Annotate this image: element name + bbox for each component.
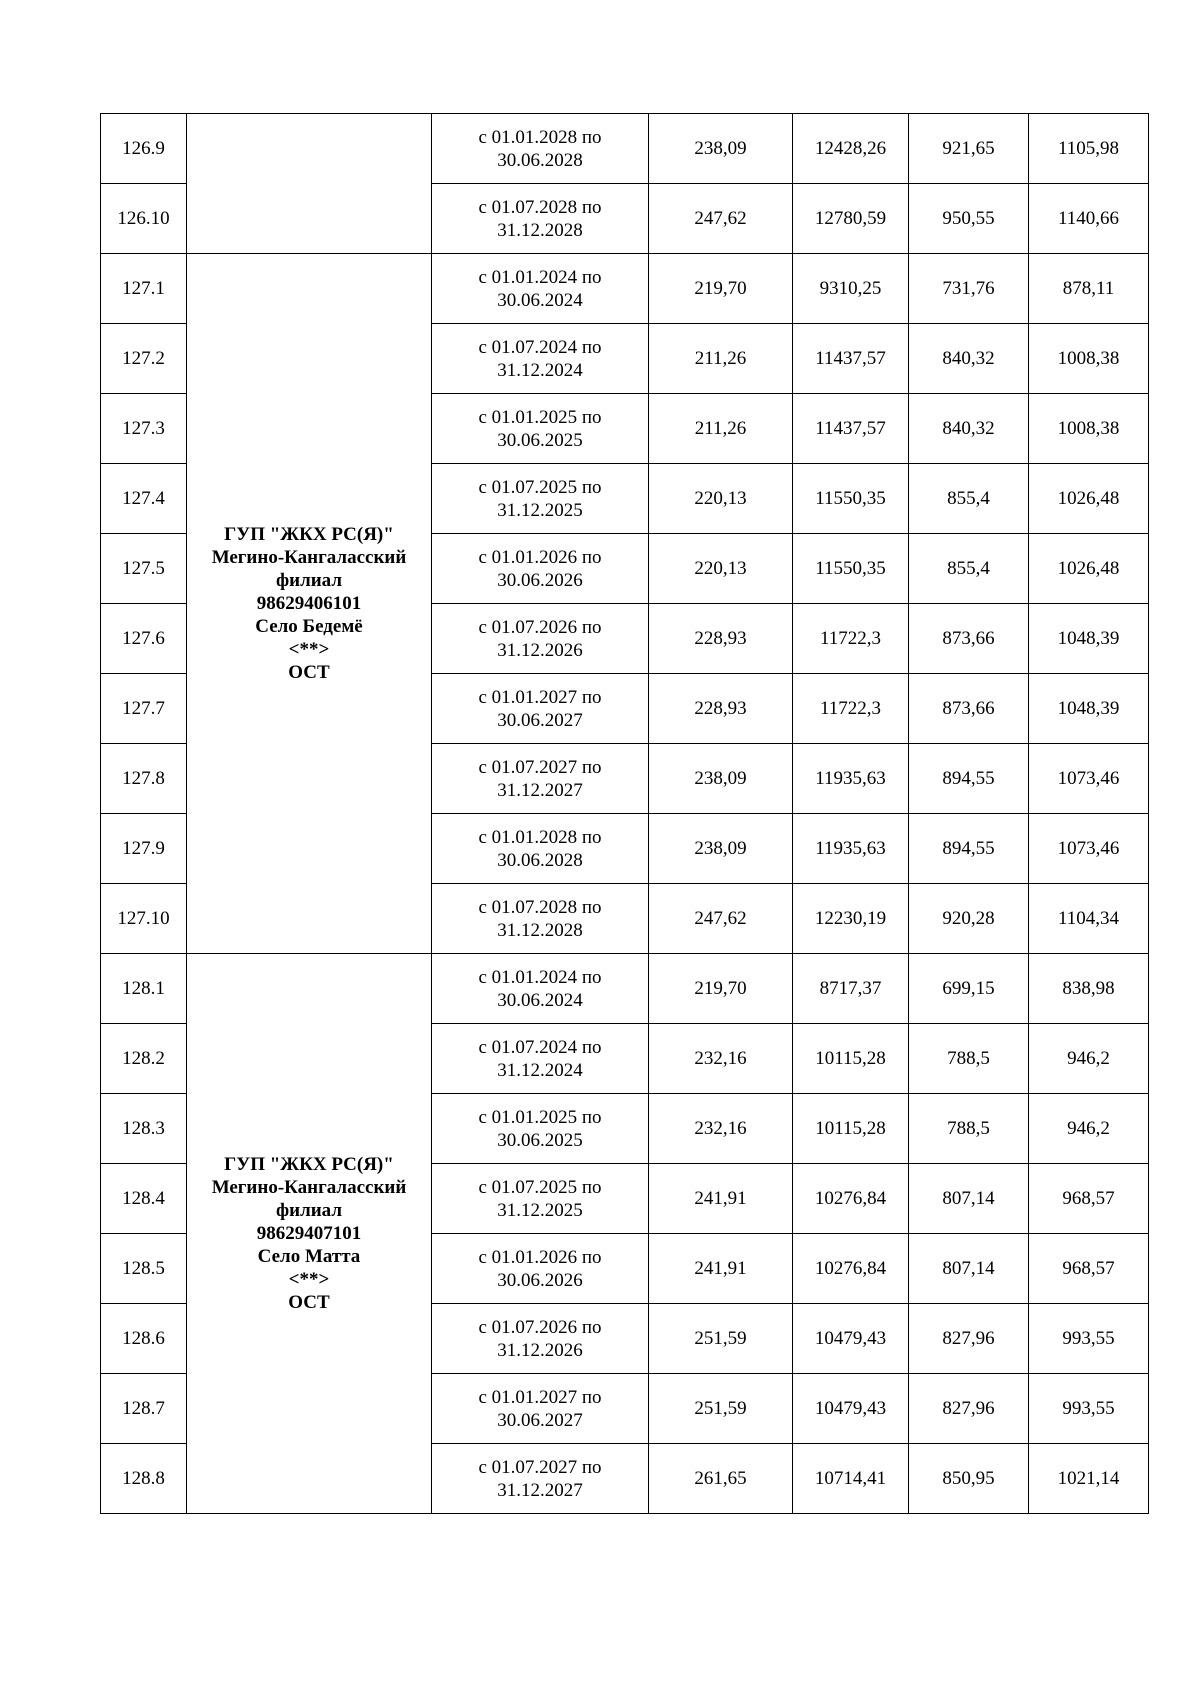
value-cell-3: 894,55 [909,744,1029,814]
row-number-cell: 128.1 [101,954,187,1024]
period-line: 31.12.2025 [497,499,583,521]
value-cell-1: 232,16 [649,1024,793,1094]
row-number-cell: 127.1 [101,254,187,324]
value-cell-3: 850,95 [909,1444,1029,1514]
value-cell-4: 1026,48 [1029,534,1149,604]
period-cell [432,1234,649,1304]
value-cell-4: 993,55 [1029,1374,1149,1444]
value-cell-3: 807,14 [909,1234,1029,1304]
row-number-cell: 128.6 [101,1304,187,1374]
value-cell-1: 211,26 [649,394,793,464]
value-cell-4: 1048,39 [1029,674,1149,744]
row-number-cell: 128.3 [101,1094,187,1164]
value-cell-1: 251,59 [649,1304,793,1374]
value-cell-1: 241,91 [649,1164,793,1234]
value-cell-2: 10115,28 [793,1024,909,1094]
period-cell [432,324,649,394]
period-line: с 01.01.2025 по [478,406,602,428]
period-line: 30.06.2027 [497,1409,583,1431]
period-line: 30.06.2028 [497,149,583,171]
value-cell-1: 238,09 [649,814,793,884]
period-cell [432,184,649,254]
value-cell-3: 788,5 [909,1024,1029,1094]
organization-cell [187,114,432,254]
value-cell-2: 11437,57 [793,394,909,464]
organization-line: Село Бедемё [255,616,363,637]
value-cell-1: 232,16 [649,1094,793,1164]
row-number-cell: 128.4 [101,1164,187,1234]
value-cell-1: 228,93 [649,674,793,744]
value-cell-1: 238,09 [649,744,793,814]
tariff-table [100,113,1149,1514]
period-line: 31.12.2025 [497,1199,583,1221]
value-cell-2: 10479,43 [793,1374,909,1444]
value-cell-3: 920,28 [909,884,1029,954]
value-cell-4: 878,11 [1029,254,1149,324]
period-line: с 01.07.2025 по [478,476,602,498]
table-body [101,114,1149,1514]
period-cell [432,674,649,744]
period-line: 30.06.2025 [497,429,583,451]
period-line: 31.12.2026 [497,639,583,661]
value-cell-4: 1073,46 [1029,814,1149,884]
row-number-cell: 127.6 [101,604,187,674]
period-cell [432,534,649,604]
period-line: с 01.01.2024 по [478,966,602,988]
period-line: с 01.01.2025 по [478,1106,602,1128]
period-cell [432,744,649,814]
value-cell-2: 11935,63 [793,814,909,884]
organization-line: 98629407101 [256,1223,362,1244]
value-cell-2: 11722,3 [793,674,909,744]
value-cell-3: 807,14 [909,1164,1029,1234]
period-line: с 01.07.2028 по [478,896,602,918]
period-line: с 01.07.2026 по [478,1316,602,1338]
value-cell-2: 11935,63 [793,744,909,814]
period-line: с 01.01.2027 по [478,1386,602,1408]
value-cell-1: 220,13 [649,534,793,604]
value-cell-3: 731,76 [909,254,1029,324]
row-number-cell: 127.10 [101,884,187,954]
row-number-cell: 128.7 [101,1374,187,1444]
period-cell [432,464,649,534]
value-cell-3: 788,5 [909,1094,1029,1164]
period-line: 31.12.2026 [497,1339,583,1361]
value-cell-1: 220,13 [649,464,793,534]
row-number-cell: 127.5 [101,534,187,604]
value-cell-1: 219,70 [649,254,793,324]
value-cell-4: 1104,34 [1029,884,1149,954]
value-cell-2: 12230,19 [793,884,909,954]
period-line: 30.06.2024 [497,989,583,1011]
period-cell [432,1024,649,1094]
period-line: с 01.07.2024 по [478,336,602,358]
organization-line: 98629406101 [256,593,362,614]
value-cell-4: 1008,38 [1029,394,1149,464]
period-cell [432,954,649,1024]
period-line: с 01.01.2026 по [478,1246,602,1268]
row-number-cell: 128.2 [101,1024,187,1094]
value-cell-2: 10276,84 [793,1234,909,1304]
organization-line: ГУП "ЖКХ РС(Я)" [224,524,394,545]
value-cell-1: 228,93 [649,604,793,674]
organization-line: ОСТ [288,1292,330,1313]
period-line: 30.06.2026 [497,569,583,591]
value-cell-3: 873,66 [909,604,1029,674]
value-cell-1: 247,62 [649,184,793,254]
value-cell-3: 699,15 [909,954,1029,1024]
period-line: 30.06.2028 [497,849,583,871]
value-cell-3: 855,4 [909,534,1029,604]
value-cell-1: 241,91 [649,1234,793,1304]
period-line: 31.12.2024 [497,1059,583,1081]
row-number-cell: 128.5 [101,1234,187,1304]
organization-line: ГУП "ЖКХ РС(Я)" [224,1154,394,1175]
organization-line: филиал [275,570,343,591]
period-line: с 01.07.2026 по [478,616,602,638]
organization-line: ОСТ [288,662,330,683]
organization-line: Село Матта [257,1246,361,1267]
value-cell-2: 8717,37 [793,954,909,1024]
value-cell-3: 840,32 [909,324,1029,394]
value-cell-3: 840,32 [909,394,1029,464]
period-line: с 01.01.2024 по [478,266,602,288]
period-cell [432,1374,649,1444]
row-number-cell: 127.4 [101,464,187,534]
organization-line: <**> [288,1269,330,1290]
value-cell-1: 261,65 [649,1444,793,1514]
value-cell-4: 1021,14 [1029,1444,1149,1514]
value-cell-4: 838,98 [1029,954,1149,1024]
period-line: 31.12.2027 [497,779,583,801]
period-line: с 01.01.2027 по [478,686,602,708]
organization-cell [187,254,432,954]
table-row [101,254,1149,324]
value-cell-4: 946,2 [1029,1094,1149,1164]
value-cell-1: 219,70 [649,954,793,1024]
value-cell-4: 1048,39 [1029,604,1149,674]
period-cell [432,1164,649,1234]
value-cell-2: 10479,43 [793,1304,909,1374]
value-cell-4: 993,55 [1029,1304,1149,1374]
value-cell-2: 11550,35 [793,464,909,534]
row-number-cell: 127.8 [101,744,187,814]
value-cell-2: 10115,28 [793,1094,909,1164]
period-line: с 01.07.2028 по [478,196,602,218]
organization-line: филиал [275,1200,343,1221]
row-number-cell: 127.2 [101,324,187,394]
row-number-cell: 128.8 [101,1444,187,1514]
value-cell-2: 11437,57 [793,324,909,394]
period-line: с 01.07.2025 по [478,1176,602,1198]
value-cell-1: 247,62 [649,884,793,954]
period-cell [432,1094,649,1164]
value-cell-1: 251,59 [649,1374,793,1444]
value-cell-4: 1026,48 [1029,464,1149,534]
value-cell-4: 1008,38 [1029,324,1149,394]
value-cell-4: 1073,46 [1029,744,1149,814]
value-cell-1: 211,26 [649,324,793,394]
organization-line: <**> [288,639,330,660]
period-cell [432,814,649,884]
period-line: с 01.07.2027 по [478,756,602,778]
organization-cell [187,954,432,1514]
value-cell-4: 1140,66 [1029,184,1149,254]
row-number-cell: 126.10 [101,184,187,254]
row-number-cell: 127.3 [101,394,187,464]
value-cell-3: 855,4 [909,464,1029,534]
organization-line: Мегино-Кангаласский [211,547,407,568]
value-cell-2: 9310,25 [793,254,909,324]
value-cell-3: 827,96 [909,1374,1029,1444]
period-line: 31.12.2027 [497,1479,583,1501]
period-line: с 01.01.2028 по [478,126,602,148]
period-line: с 01.01.2028 по [478,826,602,848]
period-line: 30.06.2026 [497,1269,583,1291]
value-cell-2: 12428,26 [793,114,909,184]
period-line: с 01.07.2027 по [478,1456,602,1478]
value-cell-4: 946,2 [1029,1024,1149,1094]
period-line: 30.06.2024 [497,289,583,311]
organization-line: Мегино-Кангаласский [211,1177,407,1198]
value-cell-2: 10276,84 [793,1164,909,1234]
value-cell-2: 11550,35 [793,534,909,604]
period-line: с 01.07.2024 по [478,1036,602,1058]
value-cell-1: 238,09 [649,114,793,184]
value-cell-2: 10714,41 [793,1444,909,1514]
table-row [101,114,1149,184]
period-cell [432,254,649,324]
period-line: 31.12.2028 [497,919,583,941]
period-line: 31.12.2024 [497,359,583,381]
value-cell-2: 12780,59 [793,184,909,254]
value-cell-3: 921,65 [909,114,1029,184]
row-number-cell: 127.9 [101,814,187,884]
period-cell [432,114,649,184]
period-cell [432,884,649,954]
period-cell [432,1304,649,1374]
period-cell [432,1444,649,1514]
value-cell-4: 1105,98 [1029,114,1149,184]
row-number-cell: 127.7 [101,674,187,744]
period-cell [432,604,649,674]
table-row [101,954,1149,1024]
value-cell-2: 11722,3 [793,604,909,674]
value-cell-3: 827,96 [909,1304,1029,1374]
value-cell-3: 894,55 [909,814,1029,884]
period-line: 30.06.2027 [497,709,583,731]
period-cell [432,394,649,464]
value-cell-4: 968,57 [1029,1234,1149,1304]
value-cell-3: 873,66 [909,674,1029,744]
period-line: с 01.01.2026 по [478,546,602,568]
period-line: 31.12.2028 [497,219,583,241]
value-cell-4: 968,57 [1029,1164,1149,1234]
row-number-cell: 126.9 [101,114,187,184]
period-line: 30.06.2025 [497,1129,583,1151]
value-cell-3: 950,55 [909,184,1029,254]
